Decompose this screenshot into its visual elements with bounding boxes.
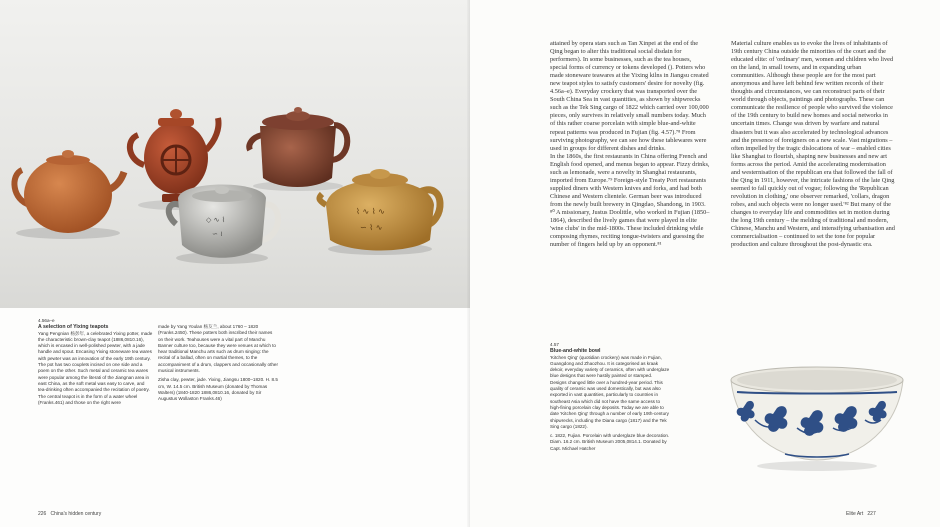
tan-yixing-teapot bbox=[319, 169, 440, 251]
caption-title: Blue-and-white bowl bbox=[550, 348, 601, 355]
svg-text:⌇ ∿ ⌇ ∿: ⌇ ∿ ⌇ ∿ bbox=[356, 207, 385, 216]
caption-paragraph: 'Kitchen Qing' (quotidian crockery) was made in Fujian, Guangdong and Zhaozhou. It is categorised as kraak dekoir, everyday variety of ceramics, often with underglaze blue designs that were hastily painted or stamped. Designs changed little over a hundred-year period. This quality of ceramic was used domestically, but was also exported in vast quantities, particularly to countries in southeast Asia which did not have the same access to high-fining porcelain clay deposits. Today we are able to date 'Kitchen Qing' through a number of early 19th-century shipwrecks, including the Diana cargo (1817) and the Tek Sing cargo (1822). bbox=[550, 354, 670, 429]
blue-and-white-bowl bbox=[725, 362, 910, 472]
left-folio bbox=[38, 511, 101, 517]
svg-text:∽ ⌇ ∿: ∽ ⌇ ∿ bbox=[360, 223, 383, 232]
right-folio bbox=[846, 511, 876, 517]
page-number: 226 bbox=[38, 511, 47, 517]
caption-number: 4.56a–e bbox=[38, 318, 55, 323]
right-page bbox=[470, 0, 940, 527]
caption-paragraph: Yang Pengnian 杨彭年, a celebrated Yixing potter, made the characteristic brown-clay teapot (1886,0810.16), which is encased in well-polished pewter, with a jade handle and spout. Encasing Yixing stoneware tea wares with pewter was an innovation of the early 19th century. The pot has two couplets incised on one side and a poem on the other. Such metal and ceramic tea wares were popular among the literati of the Jiangnan area in east China, as the soft metal was easy to carve, and tea-drinking often accompanied the recitation of poetry. The central teapot is in the form of a water wheel (Franks.461) and those on the right were bbox=[38, 330, 153, 405]
caption-credit: c. 1822, Fujian. Porcelain with underglaze blue decoration. Diam. 16.2 cm. British Museum 2005,0814.1. Donated by Capt. Michael Hatcher bbox=[550, 433, 670, 451]
svg-text:◇ ∿ ⌇: ◇ ∿ ⌇ bbox=[206, 216, 226, 224]
caption-title: A selection of Yixing teapots bbox=[38, 324, 109, 331]
caption-credit: Zisha clay, pewter, jade. Yixing, Jiangsu 1800–1820. H. 8.5 cm, W. 14.5 cm. British Museum (donated by Thomas Walters) (1840-1820 1886,0810.16, donated by Sir Augustus Wollaston Franks.46) bbox=[158, 377, 278, 402]
running-head: Elite Art bbox=[846, 511, 864, 517]
caption-paragraph: made by Yang Youlan 杨友兰, about 1760 – 1820 (Franks.2450). These potters both inscribed their names on their work. Teahouses were a vital part of Manchu Banner culture too, because they were venues at which to hear traditional Manchu arts such as drum singing: the recital of a ballad, often on martial themes, to the accompaniment of a drum, clappers and occasionally other musical instruments. bbox=[158, 324, 279, 374]
teapots-caption-continued bbox=[158, 324, 278, 406]
page-number: 227 bbox=[867, 511, 876, 517]
body-column-2: Material culture enables us to evoke the lives of inhabitants of 19th century China outside the minorities of the court and the educated elite: of 'ordinary' men, women and children who lived on the land, in small towns, and in expanding urban communities. Although these people are for the most part anonymous and have left behind few written records of their thoughts and circumstances, we can reconstruct parts of their world through objects, paintings and photographs. These can communicate the resilience of people who survived the violence of the 19th century to build new homes and social networks in uncertain times. Change was driven by warfare and natural disasters but it was also accelerated by technological advances and the presence of foreigners on a new scale. Vast migrations – often impelled by the tragic dislocations of war – enabled cities like Shanghai to flourish, shaping new businesses and new art forms across the period. Amid the accelerating modernisation and westernisation of the republican era that followed the fall of the Qing in 1911, however, the intricate fashions of the late Qing seemed to fall quickly out of vogue; following the 'Republican revolution in clothing,' one observer remarked, 'collars, dragon robes, and such objects were no longer used.'⁸² But many of the changes to everyday life and commodities set in motion during the long 19th century – the melding of traditional and modern, Chinese, Manchu and Western, and intensifying urbanisation and commercialisation – continued to set the tone for popular production and culture throughout the post-dynastic era. bbox=[731, 40, 895, 249]
body-column-1: attained by opera stars such as Tan Xinpei at the end of the Qing began to alter this traditional social disdain for performers). In some businesses, such as the tea houses, special forms of currency or tokens developed (). Potters who made stoneware teawares at the Yixing kilns in Jiangsu created new teapot styles to satisfy customers' desire for novelty (fig. 4.56a–e). Everyday crockery that was transported over the South China Sea in vast quantities, as shown by shipwrecks such as the Tek Sing cargo of 1822 which carried over 100,000 pieces, only survives in relatively small numbers today. Much of this rather coarse porcelain with simple blue-and-white repeat patterns was produced in Fujian (fig. 4.57).⁷⁸ From surviving photography, we can see how these tablewares were used in groups for different dishes and drinks. In the 1860s, the first restaurants in China offering French and English food opened, and menus began to appear. Fizzy drinks, such as lemonade, were a novelty in Shanghai restaurants, imported from Europe.⁷⁹ Foreign-style Treaty Port restaurants supplied diners with Western knives and forks, and had both Chinese and Western clientele. German beer was introduced from the newly built brewery in Qingdao, Shandong, in 1903. ⁸⁰ A missionary, Justus Doolittle, who worked in Fujian (1850–1864), described the lively games that were played in elite 'wine clubs' in the mid-1800s. These included drinking while composing rhymes, reciting tongue-twisters and guessing the number of fingers held up by an opponent.⁸¹ bbox=[550, 40, 710, 249]
svg-text:∽ ≀: ∽ ≀ bbox=[212, 230, 223, 238]
teapots-photograph bbox=[0, 0, 470, 308]
caption-number: 4.57 bbox=[550, 342, 559, 347]
teapots-caption bbox=[38, 318, 153, 409]
pewter-encased-teapot bbox=[169, 185, 278, 258]
running-head: China's hidden century bbox=[50, 511, 102, 517]
brown-yixing-teapot bbox=[249, 107, 347, 187]
teapots-illustration bbox=[0, 0, 470, 308]
bowl-caption bbox=[550, 342, 670, 455]
orange-yixing-teapot bbox=[14, 150, 124, 233]
